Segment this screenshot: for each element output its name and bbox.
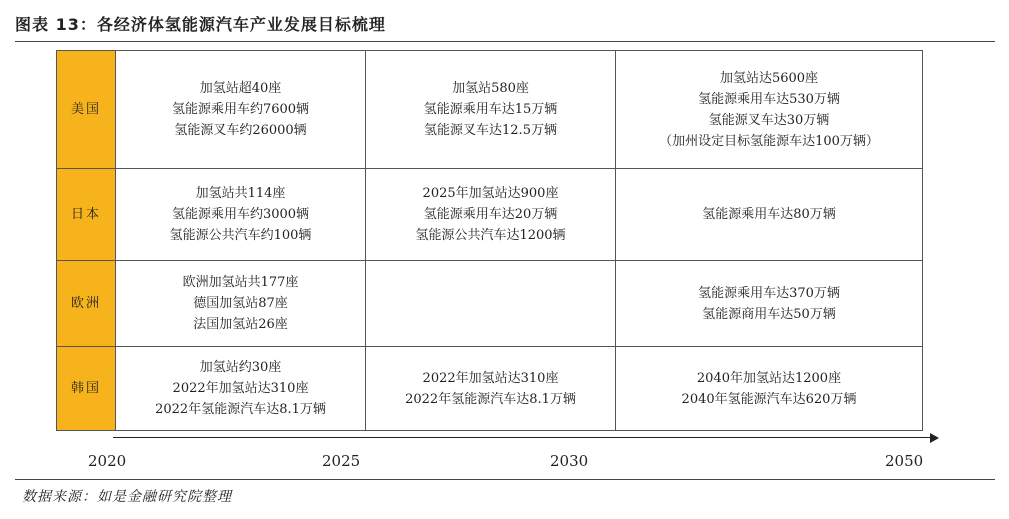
cell-line: 氢能源乘用车达20万辆 (423, 207, 558, 222)
cell-line: 2022年氢能源汽车达8.1万辆 (405, 391, 576, 407)
cell-line: 氢能源乘用车达370万辆 (698, 285, 840, 301)
source-note: 数据来源：如是金融研究院整理 (22, 489, 232, 505)
cell-line: 2040年氢能源汽车达620万辆 (681, 391, 857, 407)
cell-line: 2022年加氢站达310座 (422, 370, 559, 386)
table-cell (116, 347, 366, 431)
empty-cell (366, 261, 616, 347)
table-cell (616, 261, 923, 347)
timeline-axis (113, 437, 933, 438)
year-label: 2050 (885, 452, 924, 470)
table-row (57, 261, 923, 347)
cell-line: 2022年加氢站达310座 (172, 381, 309, 396)
table-row (57, 169, 923, 261)
cell-line: 氢能源公共汽车约100辆 (169, 228, 312, 243)
title-divider (15, 41, 995, 42)
region-label: 韩国 (57, 347, 116, 431)
table-cell (366, 347, 616, 431)
cell-line: 氢能源商用车达50万辆 (702, 306, 836, 322)
table-row (57, 51, 923, 169)
cell-line: 加氢站超40座 (199, 81, 282, 96)
region-label: 欧洲 (57, 261, 116, 347)
cell-line: 氢能源叉车达12.5万辆 (424, 123, 557, 138)
targets-table (56, 50, 923, 431)
cell-line: 氢能源乘用车达15万辆 (423, 102, 558, 117)
cell-line: 氢能源叉车约26000辆 (174, 123, 307, 138)
cell-line: 氢能源乘用车达80万辆 (702, 207, 836, 222)
cell-line: 氢能源乘用车达530万辆 (698, 91, 840, 107)
year-label: 2020 (88, 452, 127, 470)
cell-line: （加州设定目标氢能源车达100万辆） (659, 133, 879, 149)
year-label: 2025 (322, 452, 361, 470)
cell-line: 法国加氢站26座 (193, 317, 288, 332)
table-cell (116, 169, 366, 261)
cell-line: 氢能源乘用车约7600辆 (171, 102, 310, 117)
footer-divider (15, 479, 995, 480)
cell-line: 加氢站约30座 (199, 360, 282, 375)
cell-line: 加氢站达5600座 (719, 70, 819, 86)
cell-line: 氢能源公共汽车达1200辆 (415, 228, 566, 243)
cell-line: 德国加氢站87座 (193, 296, 288, 311)
cell-line: 加氢站共114座 (195, 186, 286, 201)
table-cell (116, 261, 366, 347)
table-cell (366, 51, 616, 169)
cell-line: 加氢站580座 (452, 81, 529, 96)
timeline-arrow-icon (930, 433, 939, 443)
table-cell (116, 51, 366, 169)
cell-line: 氢能源乘用车约3000辆 (171, 207, 310, 222)
cell-line: 2040年加氢站达1200座 (696, 370, 842, 386)
cell-line: 2025年加氢站达900座 (422, 186, 559, 201)
table-cell (366, 169, 616, 261)
region-label: 日本 (57, 169, 116, 261)
cell-line: 2022年氢能源汽车达8.1万辆 (155, 402, 326, 417)
figure-title: 图表 13：各经济体氢能源汽车产业发展目标梳理 (15, 15, 386, 34)
table-cell (616, 169, 923, 261)
year-label: 2030 (550, 452, 589, 470)
table-cell (616, 347, 923, 431)
table-row (57, 347, 923, 431)
region-label: 美国 (57, 51, 116, 169)
cell-line: 欧洲加氢站共177座 (182, 275, 299, 290)
table-cell (616, 51, 923, 169)
cell-line: 氢能源叉车达30万辆 (708, 112, 830, 128)
